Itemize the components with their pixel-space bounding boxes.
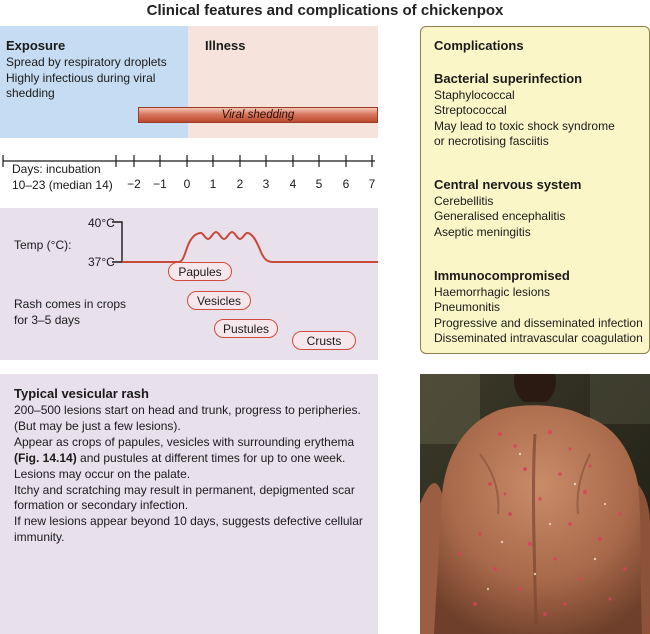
typical-rash-line-8: If new lesions appear beyond 10 days, suggests defective cellular xyxy=(14,514,363,528)
temp-high-label: 40°C xyxy=(88,216,115,230)
chickenpox-back-photo xyxy=(420,374,650,634)
bacterial-item-2: Streptococcal xyxy=(434,103,507,117)
exposure-line-1: Spread by respiratory droplets xyxy=(6,55,167,69)
tick-day-1: 1 xyxy=(209,177,217,191)
rash-crops-line-2: for 3–5 days xyxy=(14,313,81,327)
timeline-axis xyxy=(0,150,378,180)
cns-item-1: Cerebellitis xyxy=(434,194,494,208)
typical-rash-line-2: (But may be just a few lesions). xyxy=(14,419,181,433)
typical-rash-line-4 xyxy=(14,450,345,466)
typical-rash-line-6: Itchy and scratching may result in permanent, depigmented scar xyxy=(14,483,355,497)
tick-day-3: 3 xyxy=(262,177,270,191)
bacterial-heading: Bacterial superinfection xyxy=(434,71,583,86)
rash-crops-line-1: Rash comes in crops xyxy=(14,297,127,311)
bacterial-item-1: Staphylococcal xyxy=(434,88,515,102)
exposure-heading: Exposure xyxy=(6,38,66,53)
typical-rash-line-5: Lesions may occur on the palate. xyxy=(14,467,191,481)
stage-vesicles: Vesicles xyxy=(187,291,251,310)
exposure-line-3: shedding xyxy=(6,86,55,100)
tick-day-5: 5 xyxy=(315,177,323,191)
typical-rash-heading: Typical vesicular rash xyxy=(14,386,149,401)
typical-rash-line-7: formation or secondary infection. xyxy=(14,498,189,512)
tick-day-4: 4 xyxy=(289,177,297,191)
illness-heading: Illness xyxy=(205,38,246,53)
immuno-heading: Immunocompromised xyxy=(434,268,570,283)
tick-day-minus-1: −1 xyxy=(153,177,167,191)
typical-rash-line-1: 200–500 lesions start on head and trunk, progress to peripheries. xyxy=(14,403,361,417)
figure-reference: (Fig. 14.14) xyxy=(14,451,77,465)
typical-rash-line-3: Appear as crops of papules, vesicles with surrounding erythema xyxy=(14,435,355,449)
immuno-item-2: Pneumonitis xyxy=(434,300,501,314)
complications-heading: Complications xyxy=(434,38,524,53)
cns-item-2: Generalised encephalitis xyxy=(434,209,566,223)
figure-title: Clinical features and complications of chickenpox xyxy=(146,2,504,19)
immuno-item-4: Disseminated intravascular coagulation xyxy=(434,331,643,345)
tick-day-7: 7 xyxy=(368,177,376,191)
timeline-label-line-1: Days: incubation xyxy=(12,162,101,176)
tick-day-2: 2 xyxy=(236,177,244,191)
tick-day-6: 6 xyxy=(342,177,350,191)
stage-pustules: Pustules xyxy=(214,319,278,338)
tick-day-0: 0 xyxy=(183,177,191,191)
typical-rash-line-4-rest: and pustules at different times for up to one week. xyxy=(76,451,346,465)
exposure-line-2: Highly infectious during viral xyxy=(6,71,156,85)
stage-papules: Papules xyxy=(168,262,232,281)
immuno-item-1: Haemorrhagic lesions xyxy=(434,285,551,299)
stage-crusts: Crusts xyxy=(292,331,356,350)
temp-label: Temp (°C): xyxy=(14,238,72,252)
cns-heading: Central nervous system xyxy=(434,177,582,192)
viral-shedding-bar: Viral shedding xyxy=(138,107,378,123)
tick-day-minus-2: −2 xyxy=(127,177,141,191)
timeline-label-line-2: 10–23 (median 14) xyxy=(12,178,113,192)
bacterial-item-4: or necrotising fasciitis xyxy=(434,134,549,148)
cns-item-3: Aseptic meningitis xyxy=(434,225,531,239)
typical-rash-line-9: immunity. xyxy=(14,530,65,544)
immuno-item-3: Progressive and disseminated infection xyxy=(434,316,643,330)
temp-low-label: 37°C xyxy=(88,255,115,269)
bacterial-item-3: May lead to toxic shock syndrome xyxy=(434,119,615,133)
